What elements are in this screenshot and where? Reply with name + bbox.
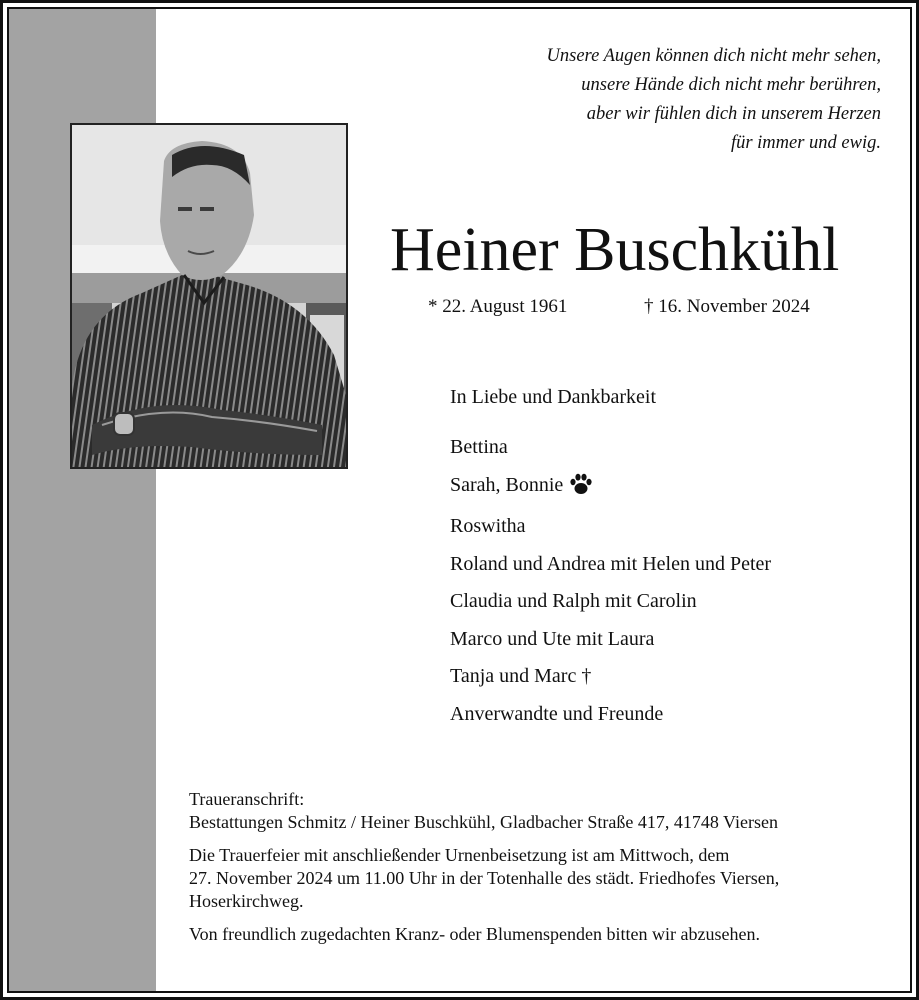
address: Bestattungen Schmitz / Heiner Buschkühl, Gladbacher Straße 417, 41748 Viersen [189,812,778,832]
family-member: Marco und Ute mit Laura [450,627,655,650]
ceremony-line: 27. November 2024 um 11.00 Uhr in der Totenhalle des städt. Friedhofes Viersen, [189,868,780,888]
ceremony-info [189,844,889,913]
poem [547,42,881,158]
family-intro: In Liebe und Dankbarkeit [450,386,657,408]
poem-line: für immer und ewig. [730,133,881,153]
paw-print-icon [569,471,593,509]
ceremony-line: Die Trauerfeier mit anschließender Urnenbeisetzung ist am Mittwoch, dem [189,845,730,865]
footer-info [189,788,889,946]
family-list [450,383,771,733]
portrait-photo [70,123,348,469]
family-member: Roland und Andrea mit Helen und Peter [450,552,772,575]
death-date: † 16. November 2024 [644,296,810,317]
birth-date: * 22. August 1961 [428,296,568,317]
poem-line: unsere Hände dich nicht mehr berühren, [581,75,881,95]
address-label: Traueranschrift: [189,789,305,809]
family-member: Anverwandte und Freunde [450,702,664,725]
donation-note: Von freundlich zugedachten Kranz- oder Blumenspenden bitten wir abzusehen. [189,924,760,944]
deceased-name: Heiner Buschkühl [390,216,840,284]
ceremony-line: Hoserkirchweg. [189,891,304,911]
family-member-with-paw [450,467,771,509]
family-member: Claudia und Ralph mit Carolin [450,590,697,612]
family-member: Bettina [450,436,508,458]
poem-line: Unsere Augen können dich nicht mehr sehen, [546,46,881,66]
poem-line: aber wir fühlen dich in unserem Herzen [586,104,881,124]
family-member: Roswitha [450,515,526,537]
family-member: Sarah, Bonnie [450,473,564,496]
family-member: Tanja und Marc † [450,665,592,687]
